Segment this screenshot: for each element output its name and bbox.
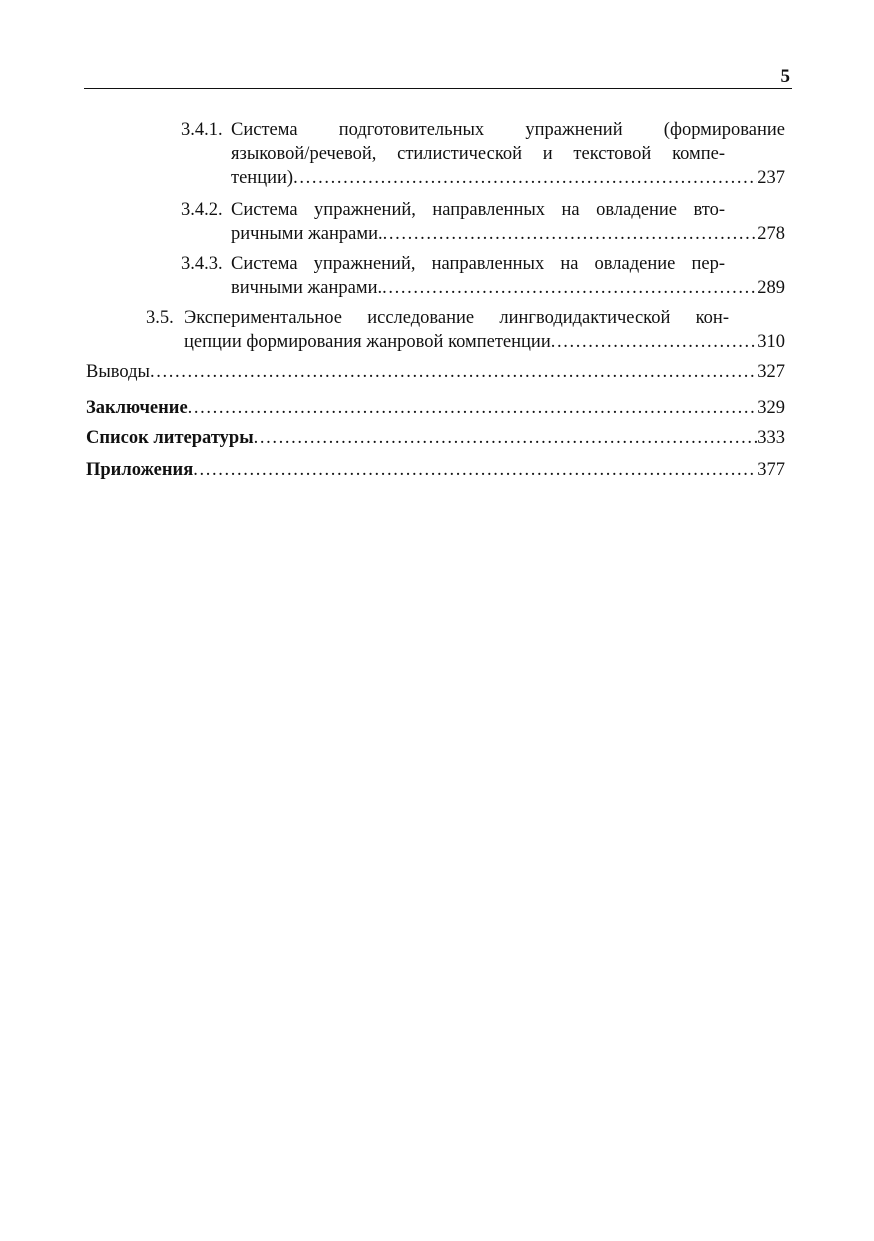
toc-entry-3-5[interactable] <box>146 306 785 354</box>
toc-entry-3-4-3[interactable] <box>181 252 785 300</box>
dot-leader <box>382 276 757 300</box>
toc-entry-text: тенции) <box>231 168 294 188</box>
toc-entry-appendices[interactable] <box>86 458 785 482</box>
toc-entry-text: Система подготовительных упражнений (формирование <box>231 120 785 140</box>
toc-entry-text: Экспериментальное исследование лингводидактической кон- <box>184 308 729 328</box>
dot-leader <box>383 222 758 246</box>
toc-entry-text: Заключение <box>86 398 188 418</box>
header-rule <box>84 88 792 89</box>
toc-entry-3-4-1[interactable] <box>181 118 785 190</box>
toc-entry-conclusions[interactable] <box>86 360 785 384</box>
toc-page-number: 310 <box>757 332 785 352</box>
toc-page-number: 377 <box>757 460 785 480</box>
toc-entry-number: 3.4.2. <box>181 200 223 220</box>
toc-entry-text: цепции формирования жанровой компетенции <box>184 332 551 352</box>
toc-entry-number: 3.4.1. <box>181 120 223 140</box>
toc-entry-text: Система упражнений, направленных на овладение пер- <box>231 254 725 274</box>
toc-entry-conclusion[interactable] <box>86 396 785 420</box>
toc-entry-references[interactable] <box>86 426 785 450</box>
dot-leader <box>188 396 758 420</box>
dot-leader <box>293 166 757 190</box>
dot-leader <box>193 458 757 482</box>
toc-entry-text: Список литературы <box>86 428 254 448</box>
toc-entry-number: 3.5. <box>146 308 174 328</box>
toc-page-number: 278 <box>757 224 785 244</box>
toc-entry-text: языковой/речевой, стилистической и текстовой компе- <box>231 144 725 164</box>
toc-entry-text: ричными жанрами. <box>231 224 383 244</box>
toc-page-number: 289 <box>757 278 785 298</box>
toc-entry-number: 3.4.3. <box>181 254 223 274</box>
dot-leader <box>150 360 757 384</box>
toc-entry-text: вичными жанрами. <box>231 278 383 298</box>
toc-entry-3-4-2[interactable] <box>181 198 785 246</box>
toc-page-number: 329 <box>757 398 785 418</box>
toc-page-number: 237 <box>757 168 785 188</box>
toc-page-number: 333 <box>757 428 785 448</box>
toc-entry-text: Приложения <box>86 460 194 480</box>
toc-entry-text: Выводы <box>86 362 150 382</box>
page-number: 5 <box>780 66 790 87</box>
toc-entry-text: Система упражнений, направленных на овладение вто- <box>231 200 725 220</box>
toc-page-number: 327 <box>757 362 785 382</box>
dot-leader <box>254 426 758 450</box>
dot-leader <box>551 330 758 354</box>
